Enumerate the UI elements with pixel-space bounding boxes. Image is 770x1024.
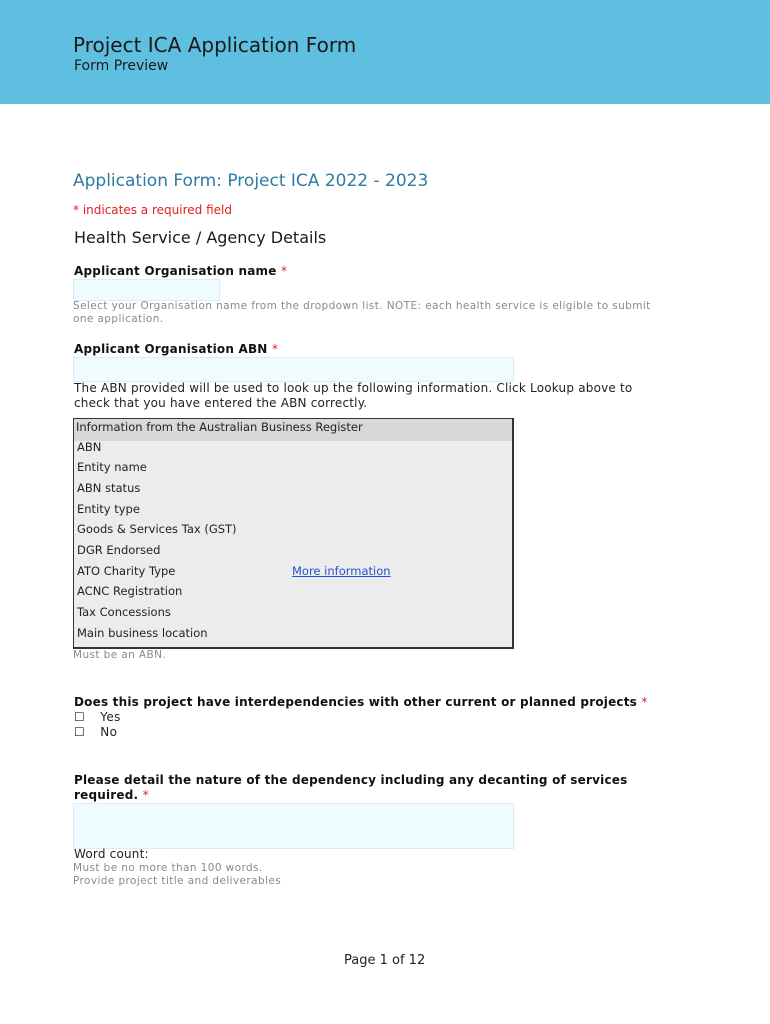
dependency-label-line2	[74, 788, 714, 803]
section-title: Health Service / Agency Details	[74, 228, 327, 247]
org-name-hint-line1: Select your Organisation name from the dropdown list. NOTE: each health service is eligible to submit	[73, 300, 651, 312]
app-title: Project ICA Application Form	[73, 33, 357, 57]
dependency-hint-line1: Must be no more than 100 words.	[73, 862, 263, 874]
abr-info-table	[73, 418, 514, 649]
form-title: Application Form: Project ICA 2022 - 2023	[73, 171, 429, 191]
abn-hint: Must be an ABN.	[73, 649, 167, 661]
form-header	[0, 0, 770, 104]
abn-label-text: Applicant Organisation ABN	[74, 342, 268, 356]
abn-input[interactable]	[73, 357, 514, 382]
abn-description	[74, 381, 714, 411]
abr-row-entity-type: Entity type	[77, 502, 140, 516]
checkbox-icon[interactable]: ☐	[74, 710, 86, 724]
dependency-hint	[73, 862, 281, 888]
org-name-hint-line2: one application.	[73, 313, 164, 325]
abr-row-business-location: Main business location	[77, 626, 208, 640]
required-asterisk: *	[142, 788, 149, 802]
word-count-label: Word count:	[74, 847, 149, 861]
abn-label	[74, 342, 278, 356]
abn-description-line2: check that you have entered the ABN correctly.	[74, 396, 368, 410]
more-information-link[interactable]: More information	[292, 564, 391, 578]
abr-row-abn: ABN	[77, 440, 102, 454]
abr-row-gst: Goods & Services Tax (GST)	[77, 522, 237, 536]
dependency-label-line1: Please detail the nature of the dependency including any decanting of services	[74, 773, 628, 787]
option-yes[interactable]	[74, 710, 121, 724]
option-no-label: No	[100, 725, 118, 739]
required-asterisk: *	[641, 695, 648, 709]
checkbox-icon[interactable]: ☐	[74, 725, 86, 739]
required-field-note: * indicates a required field	[73, 203, 232, 217]
abr-row-abn-status: ABN status	[77, 481, 141, 495]
required-asterisk: *	[280, 264, 288, 278]
option-yes-label: Yes	[100, 710, 121, 724]
abr-table-header: Information from the Australian Business Register	[74, 419, 512, 441]
interdependency-label-text: Does this project have interdependencies with other current or planned projects	[74, 695, 638, 709]
org-name-label	[74, 264, 287, 278]
abr-row-dgr: DGR Endorsed	[77, 543, 161, 557]
required-asterisk: *	[271, 342, 279, 356]
dependency-label-line2-text: required.	[74, 788, 139, 802]
abr-row-acnc: ACNC Registration	[77, 584, 183, 598]
dependency-detail-textarea[interactable]	[73, 803, 514, 849]
abn-description-line1: The ABN provided will be used to look up the following information. Click Lookup above to	[74, 381, 633, 395]
org-name-dropdown[interactable]	[73, 279, 220, 301]
org-name-hint	[73, 300, 713, 326]
abr-row-entity-name: Entity name	[77, 460, 147, 474]
app-subtitle: Form Preview	[74, 58, 169, 74]
abr-row-charity-type: ATO Charity Type	[77, 564, 176, 578]
dependency-hint-line2: Provide project title and deliverables	[73, 875, 282, 887]
page-number: Page 1 of 12	[344, 953, 426, 968]
option-no[interactable]	[74, 725, 117, 739]
interdependency-label	[74, 695, 648, 709]
abr-row-tax-concessions: Tax Concessions	[77, 605, 171, 619]
dependency-detail-label	[74, 773, 714, 803]
org-name-label-text: Applicant Organisation name	[74, 264, 277, 278]
